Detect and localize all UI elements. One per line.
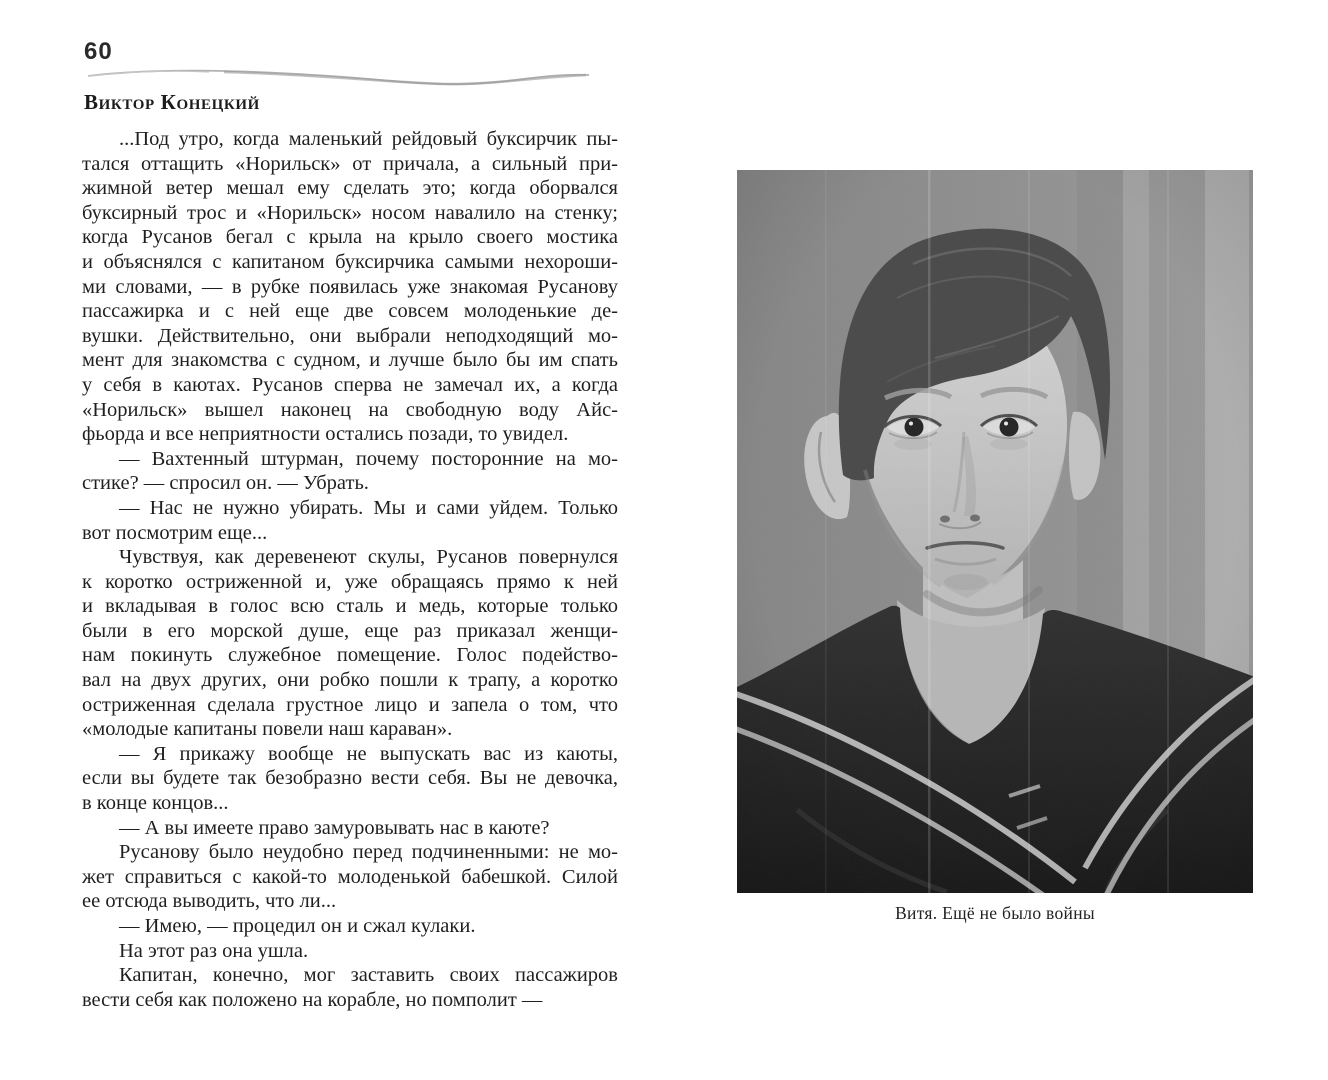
text-line: к коротко остриженной и, уже обращаясь прямо к ней [82,570,618,593]
text-line: были в его морской душе, еще раз приказал женщи- [82,619,618,642]
text-line: Русанову было неудобно перед подчиненными: не мо- [119,841,618,864]
paragraph [82,545,618,742]
text-line: пассажирка и с ней еще две совсем молоденькие де- [82,300,618,323]
text-line: в конце концов... [82,792,229,815]
text-line: когда Русанов бегал с крыла на крыло своего мостика [82,226,618,249]
photo-figure [737,170,1253,924]
text-line: тался оттащить «Норильск» от причала, а сильный при- [82,152,618,175]
decorative-wavy-rule [84,62,594,90]
text-line: — Вахтенный штурман, почему посторонние на мо- [119,447,618,470]
text-line: — Я прикажу вообще не выпускать вас из каюты, [119,742,618,765]
text-line: если вы будете так безобразно вести себя. Вы не девочка, [82,767,618,790]
text-line: мент для знакомства с судном, и лучше было бы им спать [82,349,618,372]
text-line: — Нас не нужно убирать. Мы и сами уйдем. Только [119,496,618,519]
text-line: жимной ветер мешал ему сделать это; когда оборвался [82,177,618,200]
paragraph [82,127,618,447]
paragraph [82,840,618,914]
text-line: у себя в каютах. Русанов сперва не замечал их, а когда [82,373,618,396]
paragraph [82,742,618,816]
wavy-rule-graphic [84,62,594,90]
text-line: и вкладывая в голос всю сталь и медь, которые только [82,595,618,618]
paragraph [82,816,618,841]
text-line: вушки. Действительно, они выбрали неподходящий мо- [82,324,618,347]
text-line: ми словами, — в рубке появилась уже знакомая Русанову [82,275,618,298]
text-line: Капитан, конечно, мог заставить своих пассажиров [119,964,618,987]
text-line: ее отсюда выводить, что ли... [82,890,337,913]
paragraph [82,939,618,964]
author-running-head: Виктор Конецкий [84,90,260,114]
text-line: ...Под утро, когда маленький рейдовый буксирчик пы- [119,128,618,150]
text-line: «молодые капитаны повели наш караван». [82,718,453,741]
paragraph [82,963,618,1012]
text-line: — А вы имеете право замуровывать нас в каюте? [119,816,550,839]
page-number: 60 [84,38,113,65]
text-line: остриженная сделала грустное лицо и запела о том, что [82,693,618,716]
text-line: На этот раз она ушла. [119,939,309,962]
text-line: и объяснялся с капитаном буксирчика самыми нехороши- [82,250,618,273]
body-text [82,127,618,1012]
text-line: фьорда и все неприятности остались позади, то увидел. [82,423,569,446]
text-line: вал на двух других, они робко пошли к трапу, а коротко [82,669,618,692]
text-line: нам покинуть служебное помещение. Голос подейство- [82,644,618,667]
boy-portrait-photo [737,170,1253,893]
paragraph [82,496,618,545]
text-line: стике? — спросил он. — Убрать. [82,472,369,495]
text-line: — Имею, — процедил он и сжал кулаки. [119,915,476,937]
text-line: «Норильск» вышел наконец на свободную воду Айс- [82,398,618,421]
paragraph [82,447,618,496]
text-line: буксирный трос и «Норильск» носом навалило на стенку; [82,201,618,224]
text-line: жет справиться с какой-то молоденькой бабешкой. Силой [82,865,618,888]
photo-caption: Витя. Ещё не было войны [895,903,1095,923]
text-line: Чувствуя, как деревенеют скулы, Русанов повернулся [119,546,618,569]
film-grain [737,170,1253,893]
paragraph [82,914,618,939]
text-line: вот посмотрим еще... [82,521,268,544]
text-line: вести себя как положено на корабле, но помполит — [82,988,543,1011]
